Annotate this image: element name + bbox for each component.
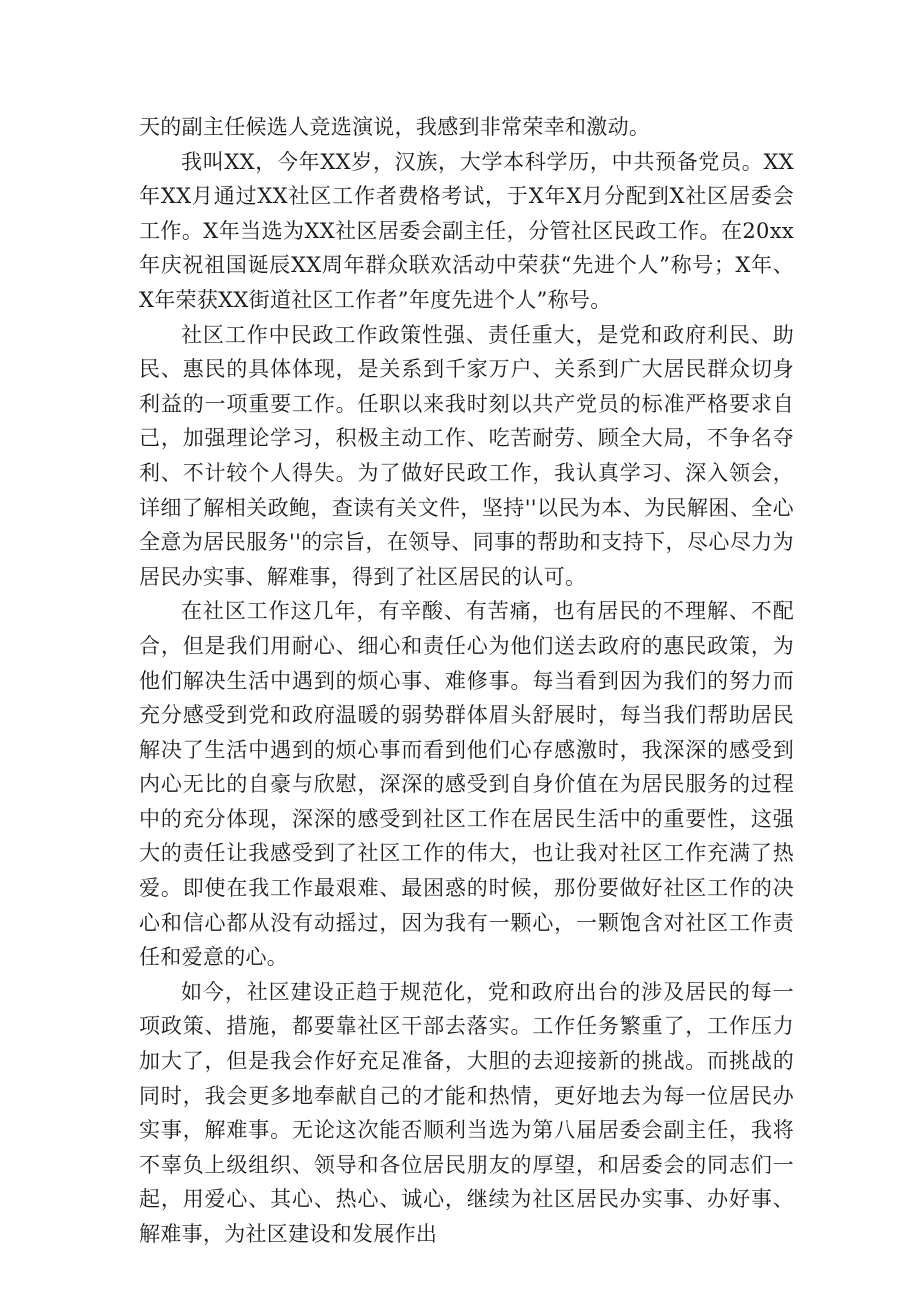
paragraph-community-experience: 在社区工作这几年，有辛酸、有苦痛，也有居民的不理解、不配合，但是我们用耐心、细心和责任心为他们送去政府的惠民政策，为他们解决生活中遇到的烦心事、难修事。每当看到因为我们的努力而充分感受到党和政府温暖的弱势群体眉头舒展时，每当我们帮助居民解决了生活中遇到的烦心事而看到他们心存感激时，我深深的感受到内心无比的自豪与欣慰，深深的感受到自身价值在为居民服务的过程中的充分体现，深深的感受到社区工作在居民生活中的重要性，这强大的责任让我感受到了社区工作的伟大，也让我对社区工作充满了热爱。即使在我工作最艰难、最困惑的时候，那份要做好社区工作的决心和信心都从没有动摇过，因为我有一颗心，一颗饱含对社区工作责任和爱意的心。 — [139, 599, 794, 970]
speech-body — [139, 110, 794, 1252]
paragraph-self-introduction: 我叫XX，今年XX岁，汉族，大学本科学历，中共预备党员。XX年XX月通过XX社区工作者费格考试，于X年X月分配到X社区居委会工作。X年当选为XX社区居委会副主任，分管社区民政工作。在20xx年庆祝祖国诞辰XX周年群众联欢活动中荣获“先进个人”称号；X年、X年荣获XX街道社区工作者”年度先进个人”称号。 — [139, 149, 794, 312]
paragraph-civil-affairs-work: 社区工作中民政工作政策性强、责任重大，是党和政府利民、助民、惠民的具体体现，是关系到千家万户、关系到广大居民群众切身利益的一项重要工作。任职以来我时刻以共产党员的标准严格要求自己，加强理论学习，积极主动工作、吃苦耐劳、顾全大局，不争名夺利、不计较个人得失。为了做好民政工作，我认真学习、深入领会，详细了解相关政鲍，查读有关文件，坚持''以民为本、为民解困、全心全意为居民服务''的宗旨，在领导、同事的帮助和支持下，尽心尽力为居民办实事、解难事，得到了社区居民的认可。 — [139, 322, 794, 589]
paragraph-continuation: 天的副主任候选人竞选演说，我感到非常荣幸和激动。 — [139, 115, 651, 139]
paragraph-future-commitment: 如今，社区建设正趋于规范化，党和政府出台的涉及居民的每一项政策、措施，都要靠社区干部去落实。工作任务繁重了，工作压力加大了，但是我会作好充足准备，大胆的去迎接新的挑战。而挑战的同时，我会更多地奉献自己的才能和热情，更好地去为每一位居民办实事，解难事。无论这次能否顺利当选为第八届居委会副主任，我将不辜负上级组织、领导和各位居民朋友的厚望，和居委会的同志们一起，用爱心、其心、热心、诚心，继续为社区居民办实事、办好事、解难事，为社区建设和发展作出 — [139, 979, 794, 1246]
